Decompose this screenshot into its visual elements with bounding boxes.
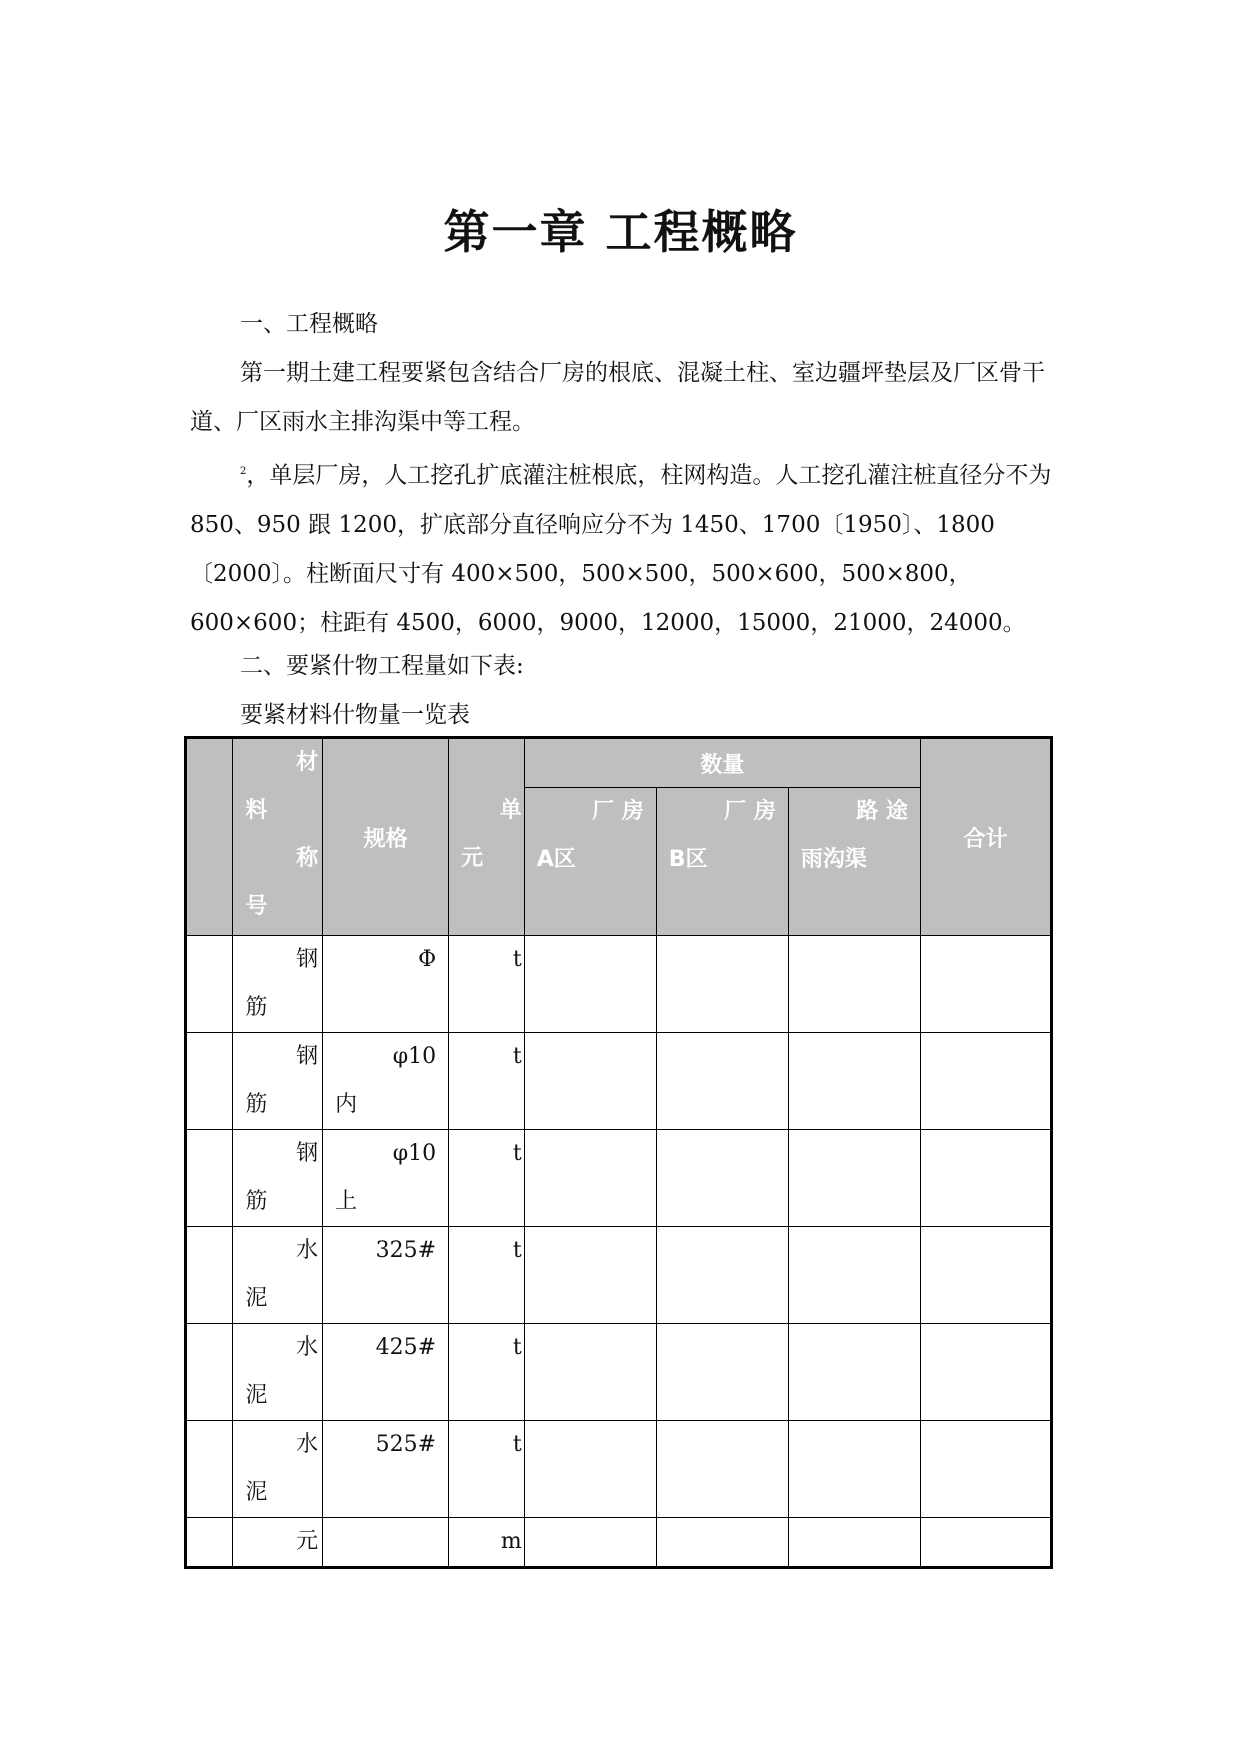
row-spec-cell [323,1227,449,1324]
row-qty-c-cell [788,936,920,1033]
table-row [186,1421,1052,1518]
header-name-line-1: 材 [296,750,319,775]
row-qty-a-cell [524,936,656,1033]
row-qty-c-cell [788,1227,920,1324]
header-qty-col-c [788,788,920,936]
row-unit: t [512,1432,522,1457]
section1-heading: 一、工程概略 [240,311,378,337]
row-qty-b-cell [656,1033,788,1130]
row-spec-cell [323,1324,449,1421]
header-qty-b-line1: 厂 房 [724,799,776,824]
header-spec-cell [323,738,449,936]
header-unit-cell [449,738,525,936]
row-index-cell [186,1130,233,1227]
row-name-line-2: 泥 [245,1480,268,1505]
table-header-row-1 [186,738,1052,788]
row-index-cell [186,1518,233,1568]
row-spec-line-1: 525# [375,1432,437,1457]
table-row [186,1324,1052,1421]
row-spec-line-1: φ10 [392,1141,437,1166]
row-name-line-1: 水 [296,1238,319,1263]
row-qty-c-cell [788,1324,920,1421]
table-row [186,1033,1052,1130]
row-name-cell [233,1227,323,1324]
header-spec-label: 规格 [363,826,408,852]
row-qty-c-cell [788,1130,920,1227]
header-qty-col-a [524,788,656,936]
row-name-cell [233,1130,323,1227]
row-name-line-2: 泥 [245,1286,268,1311]
header-unit-line-2: 元 [461,846,484,871]
row-spec-line-2: 内 [335,1092,358,1117]
superscript-note: 2 [240,466,247,477]
row-qty-b-cell [656,1227,788,1324]
header-qty-col-b [656,788,788,936]
row-spec-cell [323,936,449,1033]
header-total-cell [920,738,1051,936]
row-spec-cell [323,1421,449,1518]
materials-table [184,736,1053,1569]
row-total-cell [920,1033,1051,1130]
row-name-line-1: 钢 [296,947,319,972]
row-spec-line-1: Φ [418,947,437,972]
row-unit-cell [449,1324,525,1421]
row-qty-a-cell [524,1130,656,1227]
header-qty-c-line2: 雨沟渠 [800,847,867,872]
row-name-line-1: 元 [296,1529,319,1554]
row-qty-b-cell [656,1130,788,1227]
row-qty-c-cell [788,1421,920,1518]
row-index-cell [186,1421,233,1518]
row-spec-line-1: φ10 [392,1044,437,1069]
header-qty-label: 数量 [700,752,745,778]
table-caption: 要紧材料什物量一览表 [240,702,470,728]
header-name-line-4: 号 [245,894,268,919]
row-unit: t [512,1044,522,1069]
row-name-cell [233,1421,323,1518]
paragraph-1: 第一期土建工程要紧包含结合厂房的根底、混凝土柱、室边疆坪垫层及厂区骨干道、厂区雨水主排沟渠中等工程。 [190,360,1045,435]
row-name-line-1: 钢 [296,1141,319,1166]
section2-heading: 二、要紧什物工程量如下表: [240,653,524,679]
row-name-line-2: 筋 [245,995,268,1020]
row-name-cell [233,1324,323,1421]
row-name-line-2: 筋 [245,1189,268,1214]
row-index-cell [186,1033,233,1130]
paragraph-2-text: ，单层厂房，人工挖孔扩底灌注桩根底，柱网构造。人工挖孔灌注桩直径分不为 850、950 跟 1200，扩底部分直径响应分不为 1450、1700〔1950〕、1800〔2000〕。柱断面尺寸有 400×500，500×500，500×600，500×800，600×600；柱距有 4500，6000，9000，12000，15000，21000，24000。 [190,462,1052,636]
header-qty-b-line2: B区 [668,847,708,872]
header-index-cell [186,738,233,936]
row-name-cell [233,1518,323,1568]
row-qty-b-cell [656,1421,788,1518]
table-row [186,1518,1052,1568]
header-qty-c-line1: 路 途 [856,799,908,824]
row-unit-cell [449,936,525,1033]
row-total-cell [920,1324,1051,1421]
header-total-label: 合计 [963,826,1008,852]
row-qty-a-cell [524,1033,656,1130]
table-row [186,1227,1052,1324]
row-unit: t [512,947,522,972]
page-title: 第一章 工程概略 [443,205,798,259]
row-spec-cell [323,1130,449,1227]
row-unit-cell [449,1033,525,1130]
row-name-line-1: 钢 [296,1044,319,1069]
row-qty-a-cell [524,1324,656,1421]
row-name-line-1: 水 [296,1432,319,1457]
row-qty-c-cell [788,1518,920,1568]
row-name-cell [233,1033,323,1130]
row-qty-b-cell [656,936,788,1033]
header-unit-line-1: 单 [499,798,522,823]
row-total-cell [920,1421,1051,1518]
row-name-line-2: 泥 [245,1383,268,1408]
header-name-line-3: 称 [296,846,319,871]
row-total-cell [920,936,1051,1033]
table-row [186,1130,1052,1227]
row-name-cell [233,936,323,1033]
table-row [186,936,1052,1033]
row-total-cell [920,1518,1051,1568]
row-qty-a-cell [524,1227,656,1324]
row-total-cell [920,1130,1051,1227]
row-total-cell [920,1227,1051,1324]
row-index-cell [186,1227,233,1324]
header-qty-a-line1: 厂 房 [592,799,644,824]
row-unit: t [512,1238,522,1263]
row-unit: t [512,1335,522,1360]
row-spec-line-1: 325# [375,1238,437,1263]
header-qty-cell [524,738,920,788]
row-qty-a-cell [524,1421,656,1518]
row-unit-cell [449,1518,525,1568]
row-unit: t [512,1141,522,1166]
row-spec-line-1: 425# [375,1335,437,1360]
row-qty-b-cell [656,1324,788,1421]
row-unit: m [500,1529,522,1554]
header-qty-a-line2: A区 [536,847,576,872]
row-spec-cell [323,1033,449,1130]
row-qty-a-cell [524,1518,656,1568]
row-spec-cell [323,1518,449,1568]
row-unit-cell [449,1130,525,1227]
row-index-cell [186,936,233,1033]
header-name-line-2: 料 [245,798,268,823]
row-index-cell [186,1324,233,1421]
row-qty-c-cell [788,1033,920,1130]
row-name-line-1: 水 [296,1335,319,1360]
row-spec-line-2: 上 [335,1189,358,1214]
row-name-line-2: 筋 [245,1092,268,1117]
row-qty-b-cell [656,1518,788,1568]
row-unit-cell [449,1227,525,1324]
paragraph-2 [190,447,1090,648]
row-unit-cell [449,1421,525,1518]
header-name-cell [233,738,323,936]
